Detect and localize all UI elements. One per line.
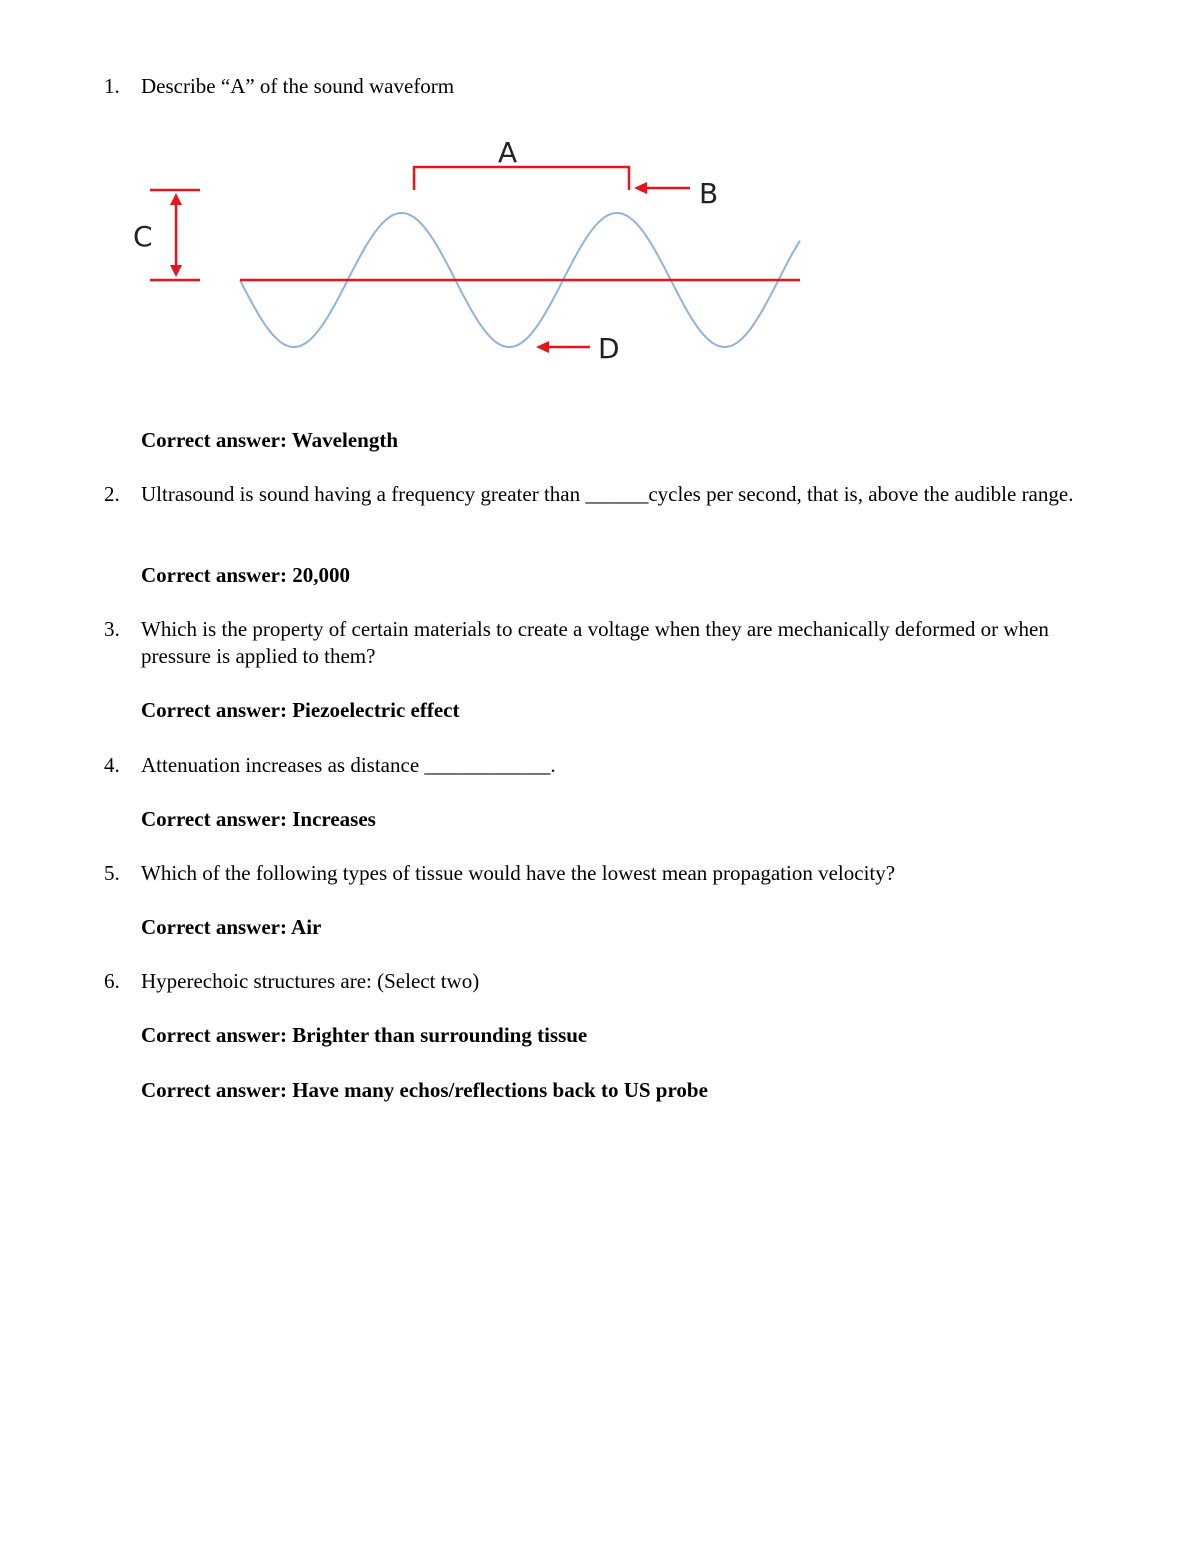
answer-2: Correct answer: 20,000 (141, 563, 350, 587)
amplitude-arrow-down (170, 265, 182, 277)
question-text: Which is the property of certain materials to create a voltage when they are mechanically deformed or when pressure is applied to them? (141, 617, 1049, 668)
answer-6b: Correct answer: Have many echos/reflections back to US probe (141, 1078, 708, 1102)
answer-5: Correct answer: Air (141, 915, 322, 939)
answer-6a: Correct answer: Brighter than surrounding tissue (141, 1023, 588, 1047)
question-number: 1. (104, 74, 120, 98)
label-b: B (699, 177, 719, 210)
question-number: 6. (104, 969, 120, 993)
sound-waveform-figure (120, 125, 820, 380)
label-c: C (133, 220, 153, 253)
label-a: A (498, 136, 518, 169)
question-text: Which of the following types of tissue would have the lowest mean propagation velocity? (141, 861, 896, 885)
question-text: Ultrasound is sound having a frequency greater than ______cycles per second, that is, above the audible range. (141, 482, 1074, 506)
question-number: 3. (104, 617, 120, 641)
answer-1: Correct answer: Wavelength (141, 428, 399, 452)
question-text: Describe “A” of the sound waveform (141, 74, 455, 98)
arrow-d-head (536, 341, 549, 353)
question-text: Hyperechoic structures are: (Select two) (141, 969, 480, 993)
amplitude-arrow-up (170, 193, 182, 205)
label-d: D (598, 332, 620, 365)
question-number: 5. (104, 861, 120, 885)
answer-3: Correct answer: Piezoelectric effect (141, 698, 460, 722)
waveform-diagram (120, 125, 820, 380)
question-number: 4. (104, 753, 120, 777)
question-text: Attenuation increases as distance ____________. (141, 753, 556, 777)
question-number: 2. (104, 482, 120, 506)
arrow-b-head (634, 182, 647, 194)
answer-4: Correct answer: Increases (141, 807, 376, 831)
wavelength-bracket (414, 167, 629, 190)
